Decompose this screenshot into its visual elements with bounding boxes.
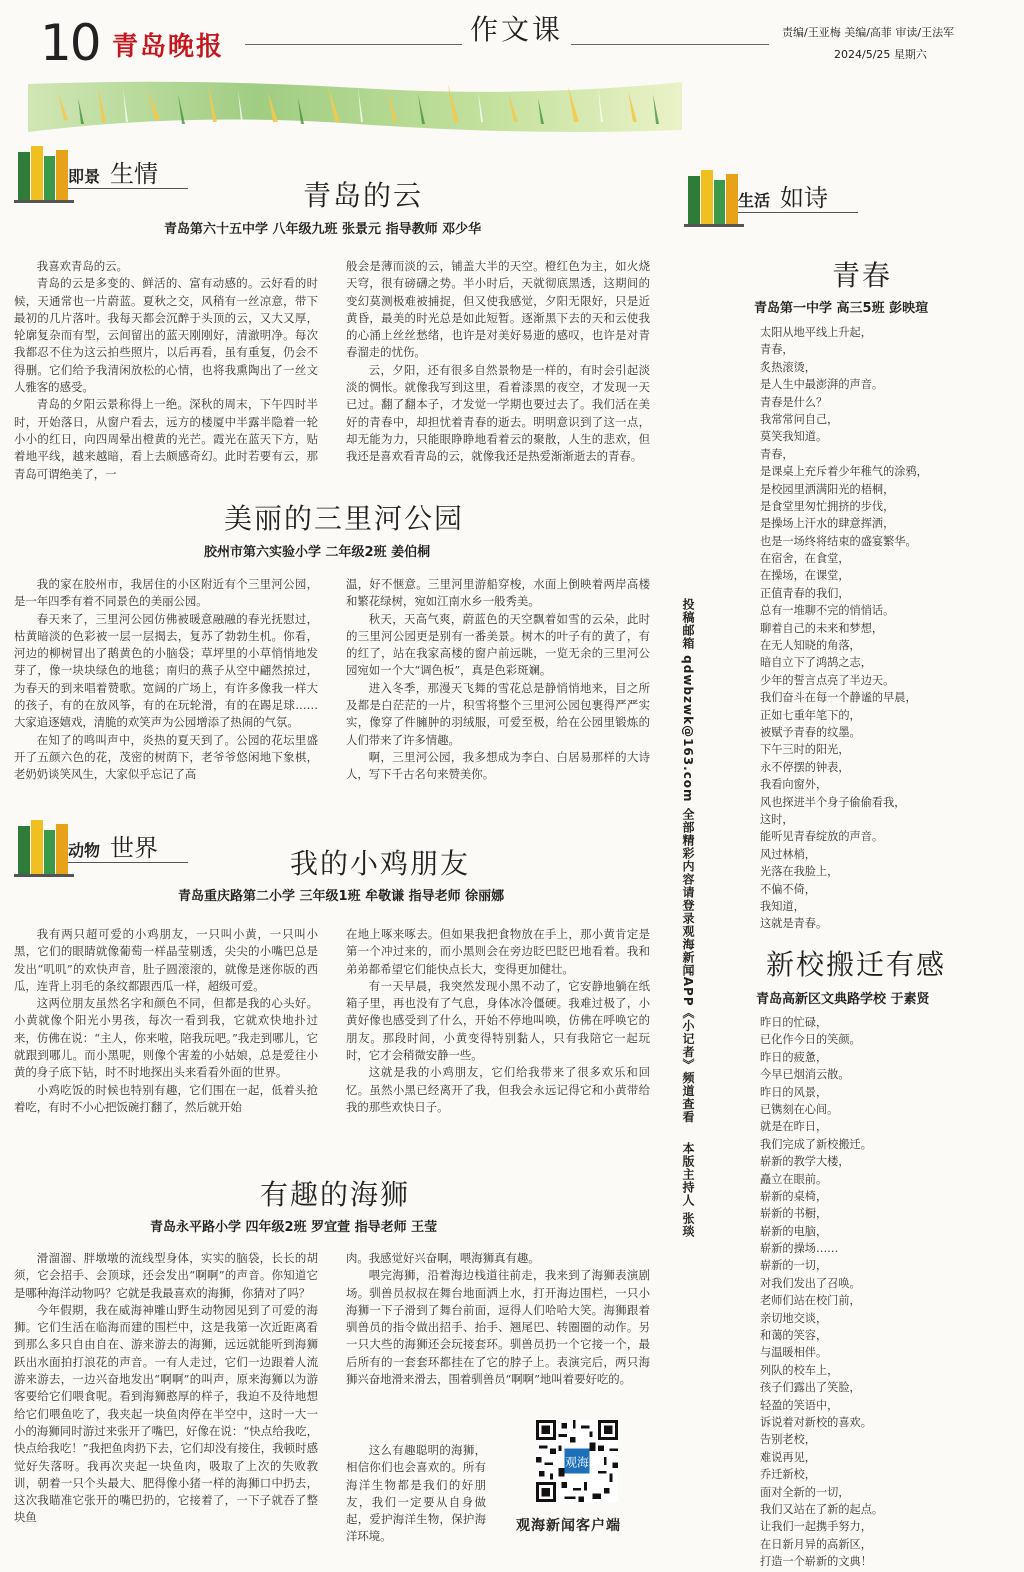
page-number: 10	[40, 14, 100, 72]
article-byline: 青岛第六十五中学 八年级九班 张景元 指导教师 邓少华	[164, 222, 482, 237]
qr-center-label: 观海	[565, 1455, 589, 1470]
poem-line: 昨日的疲惫，	[760, 1050, 828, 1064]
poem-line: 是校园里洒满阳光的梧桐，	[760, 482, 895, 496]
poem-line: 昨日的忙碌，	[760, 1016, 828, 1029]
article-body-col1	[14, 1250, 318, 1568]
poem-line: 被赋予青春的纹墨。	[760, 725, 861, 739]
article-body-col1	[14, 576, 318, 802]
paragraph: 喂完海狮，沿着海边栈道往前走，我来到了海狮表演剧场。驯兽员叔叔在舞台地面洒上水，打开海边围栏，一只小海狮一下子滑到了舞台前面，逗得人们哈哈大笑。海狮跟着驯兽员的指令做出招手、抬手、翘尾巴、转圈圈的动作。另一只大些的海狮还会玩接套环。驯兽员扔一个它接一个，最后所有的一套套环都挂在了它的脖子上。表演完后，两只海狮兴奋地滑来滑去，围着驯兽员“啊啊”地叫着要好吃的。	[346, 1268, 650, 1387]
poem-line: 永不停摆的钟表，	[760, 760, 850, 774]
paragraph: 今年假期，我在威海神雕山野生动物园见到了可爱的海狮。它们生活在临海而建的围栏中，这是我第一次近距离看到那么多只自由自在、游来游去的海狮，远远就能听到海狮跃出水面拍打浪花的声音。一有人走过，它们一边跟着人流游来游去，一边兴奋地发出“啊啊”的叫声，原来海狮以为游客要给它们喂食呢。看到海狮憨厚的样子，我迫不及待地想给它们喂鱼吃了，我夹起一块鱼肉停在半空中，这时一大一小的海狮同时游过来张开了嘴巴，好像在说：“快点给我吃，快点给我吃！”我把鱼肉扔下去，它们却没有接住，我顿时感觉好失落呀。我再次夹起一块鱼肉，吸取了上次的失败教训，朝着一只个头最大、肥得像小猪一样的海狮口中扔去，这次我瞄准它张开的嘴巴扔的，它接着了，一下子就吞了整块鱼	[14, 1302, 318, 1525]
section-underline	[68, 188, 188, 189]
poem-line: 也是一场终将结束的盛宴繁华。	[760, 534, 917, 548]
issue-date: 2024/5/25 星期六	[834, 48, 927, 61]
paragraph: 这就是我的小鸡朋友，它们给我带来了很多欢乐和回忆。虽然小黑已经离开了我，但我会永远记得它和小黄带给我的那些欢快日子。	[346, 1065, 650, 1114]
poem-line: 青春，	[760, 447, 794, 461]
poem-line: 就是在昨日，	[760, 1120, 828, 1134]
editor-credits: 责编/王亚梅 美编/高菲 审读/王法军	[782, 26, 955, 39]
section-underline	[738, 212, 858, 213]
section-label-b: 生情	[110, 160, 158, 188]
poem-line: 炙热滚烫，	[760, 360, 816, 374]
poem-line: 是操场上汗水的肆意挥洒，	[760, 517, 895, 531]
section-badge-shenghuo	[684, 166, 864, 236]
poem-line: 暗自立下了鸿鹄之志，	[760, 656, 872, 670]
paragraph: 温，好不惬意。三里河里游船穿梭，水面上倒映着两岸高楼和繁花绿树，宛如江南水乡一般秀美。	[346, 577, 650, 609]
article-byline: 胶州市第六实验小学 二年级2班 姜伯桐	[204, 545, 431, 560]
poem-line: 总有一堆聊不完的悄悄话。	[760, 604, 895, 618]
paragraph: 进入冬季，那漫天飞舞的雪花总是静悄悄地来，目之所及都是白茫茫的一片，积雪将整个三里河公园包裹得严严实实，像穿了件臃肿的羽绒服，可爱至极，给在公园里锻炼的人们带来了许多情趣。	[346, 680, 650, 747]
poem-line: 在操场，在课堂，	[760, 569, 850, 583]
section-label-a: 生活	[738, 191, 771, 210]
poem-line: 是课桌上充斥着少年稚气的涂鸦，	[760, 465, 928, 479]
poem-line: 与温暖相伴。	[760, 1346, 828, 1360]
newspaper-masthead: 青岛晚报	[112, 32, 225, 62]
poem-title: 青春	[832, 259, 893, 292]
poem-line: 这时，	[760, 812, 794, 826]
paragraph: 我有两只超可爱的小鸡朋友，一只叫小黄，一只叫小黑，它们的眼睛就像葡萄一样晶莹剔透，尖尖的小嘴巴总是发出“叽叽”的欢快声音，肚子圆滚滚的，就像是迷你版的西瓜，连背上羽毛的条纹都跟西瓜一样，超级可爱。	[14, 927, 318, 993]
poem-line: 我知道，	[760, 899, 805, 913]
poem-line: 正值青春的我们，	[760, 586, 850, 600]
article-title: 美丽的三里河公园	[224, 502, 465, 535]
paragraph: 我喜欢青岛的云。	[36, 259, 128, 273]
article-body-col3	[346, 1442, 486, 1566]
poem-line: 光落在我脸上，	[760, 865, 839, 879]
article-body-col2	[346, 926, 650, 1152]
poem-line: 我们完成了新校搬迁。	[760, 1137, 872, 1151]
poem-line: 我常常问自己，	[760, 412, 839, 426]
paragraph: 春天来了，三里河公园仿佛被暖意融融的春光抚慰过，枯黄暗淡的色彩被一层一层揭去，复苏了勃勃生机。你看，河边的柳树冒出了鹅黄色的小脑袋；草坪里的小草悄悄地发芽了，像一块块绿色的地毯；南归的燕子从空中翩然掠过，为春天的到来唱着赞歌。宽阔的广场上，有许多像我一样大的孩子，有的在放风筝，有的在玩轮滑，有的在踢足球……大家追逐嬉戏，清脆的欢笑声为公园增添了热闹的气氛。	[14, 611, 318, 730]
poem-line: 列队的校车上，	[760, 1363, 839, 1377]
poem-line: 青春是什么？	[760, 395, 828, 409]
section-label-a: 动物	[68, 841, 101, 860]
article-body-col1	[14, 258, 318, 483]
section-label-a: 即景	[68, 167, 101, 186]
paragraph: 在地上啄来啄去。但如果我把食物放在手上，那小黄肯定是第一个冲过来的，而小黑则会在旁边眨巴眨巴地看着。我和弟弟都希望它们能快点长大，变得更加健壮。	[346, 927, 650, 976]
poem-line: 崭新的操场……	[760, 1242, 839, 1256]
paragraph: 这么有趣聪明的海狮，相信你们也会喜欢的。所有海洋生物都是我们的好朋友，我们一定要从自身做起，爱护海洋生物，保护海洋环境。	[346, 1443, 486, 1544]
poem-line: 已镌刻在心间。	[760, 1102, 839, 1116]
poem-line: 这就是青春。	[760, 917, 828, 931]
poem-line: 难说再见，	[760, 1450, 816, 1464]
poem-line: 风也探进半个身子偷偷看我，	[760, 795, 906, 809]
poem-line: 是食堂里匆忙拥挤的步伐，	[760, 499, 895, 513]
poem-line: 太阳从地平线上升起，	[760, 326, 872, 339]
poem-line: 莫笑我知道。	[760, 430, 828, 444]
submission-info: 投稿邮箱 qdwbzwk@163.com 全部精彩内容请登录观海新闻APP《小记者》频道查看	[681, 598, 695, 1124]
section-title: 作文课	[462, 8, 571, 48]
poem-byline: 青岛高新区文典路学校 于素贤	[756, 992, 930, 1007]
poem-line: 崭新的教学大楼，	[760, 1155, 850, 1169]
poem-line: 能听见青春绽放的声音。	[760, 830, 884, 844]
books-icon	[684, 166, 744, 228]
books-icon	[14, 142, 74, 204]
paragraph: 秋天，天高气爽，蔚蓝色的天空飘着如雪的云朵，此时的三里河公园更是别有一番美景。树木的叶子有的黄了，有的红了，站在我家高楼的窗户前远眺，一览无余的三里河公园宛如一个大“调色板”，真是色彩斑斓。	[346, 611, 650, 678]
poem-line: 下午三时的阳光，	[760, 743, 850, 757]
poem-line: 聊着自己的未来和梦想，	[760, 621, 884, 635]
poem-line: 老师们站在校门前，	[760, 1294, 861, 1308]
paragraph: 肉。我感觉好兴奋啊，喂海狮真有趣。	[346, 1251, 540, 1265]
poem-line: 风过林梢，	[760, 847, 816, 861]
qr-caption: 观海新闻客户端	[516, 1518, 621, 1534]
poem-line: 乔迁新校，	[760, 1468, 816, 1482]
poem-line: 在无人知晓的角落，	[760, 639, 861, 653]
paragraph: 啊，三里河公园，我多想成为李白、白居易那样的大诗人，写下千古名句来赞美你。	[346, 749, 650, 782]
poem-line: 崭新的电脑，	[760, 1224, 828, 1238]
article-title: 我的小鸡朋友	[290, 847, 471, 880]
books-icon	[14, 816, 74, 878]
qr-code-icon	[536, 1420, 618, 1502]
poem-byline: 青岛第一中学 高三5班 彭映瑄	[754, 301, 929, 316]
poem-line: 面对全新的一切，	[760, 1485, 850, 1499]
poem-body	[760, 324, 1000, 933]
poem-line: 我们又站在了新的起点。	[760, 1502, 884, 1516]
poem-line: 在宿舍，在食堂，	[760, 552, 850, 566]
poem-line: 孩子们露出了笑脸，	[760, 1381, 861, 1395]
section-badge-dongwu	[14, 816, 194, 886]
poem-line: 昨日的风景，	[760, 1085, 828, 1099]
paragraph: 滑溜溜、胖墩墩的流线型身体，实实的脑袋，长长的胡须，它会招手、会顶球，还会发出“啊啊”的声音。你知道它是哪种海洋动物吗？它就是我最喜欢的海狮，你猜对了吗？	[14, 1251, 318, 1300]
poem-line: 打造一个崭新的文典！	[760, 1555, 872, 1569]
section-badge-jijing	[14, 142, 194, 212]
section-label-b: 如诗	[780, 184, 828, 212]
article-body-col2	[346, 1250, 650, 1440]
article-byline: 青岛永平路小学 四年级2班 罗宜萱 指导老师 王莹	[150, 1220, 438, 1235]
section-label-b: 世界	[110, 834, 158, 862]
article-body-col2	[346, 258, 650, 483]
poem-line: 和蔼的笑容，	[760, 1329, 828, 1343]
poem-line: 正如七重年笔下的，	[760, 708, 861, 722]
paragraph: 这两位朋友虽然名字和颜色不同，但都是我的心头好。小黄就像个阳光小男孩，每次一看到我，它就欢快地扑过来，仿佛在说：“主人，你来啦，陪我玩吧。”我走到哪儿，它就跟到哪儿。而小黑呢，则像个害羞的小姑娘，总是爱往小黄的身子底下钻，时不时地探出头来看看外面的世界。	[14, 996, 318, 1080]
poem-title: 新校搬迁有感	[766, 948, 947, 981]
decorative-banner	[28, 78, 682, 134]
article-body-col2	[346, 576, 650, 802]
poem-line: 青春，	[760, 343, 794, 357]
poem-line: 轻盈的笑语中，	[760, 1398, 839, 1412]
poem-line: 在日新月异的高新区，	[760, 1537, 872, 1551]
poem-body	[760, 1014, 1000, 1571]
poem-line: 崭新的书橱，	[760, 1207, 828, 1221]
poem-line: 已化作今日的笑颜。	[760, 1033, 861, 1047]
article-title: 青岛的云	[303, 179, 424, 212]
article-title: 有趣的海狮	[260, 1178, 411, 1211]
poem-line: 告别老校，	[760, 1433, 816, 1447]
paragraph: 云，夕阳，还有很多自然景物是一样的，有时会引起淡淡的惆怅。就像我写到这里，看着漆黑的夜空，才发现一天已过。翻了翻本子，才发觉一学期也要过去了。我们活在美好的青春中，却担忧着青春的逝去。明明意识到了这一点，却无能为力，只能眼睁睁地看着云的聚散，人生的悲欢，但我还是喜欢看青岛的云，就像我还是热爱渐渐逝去的青春。	[346, 362, 650, 464]
poem-line: 我们奋斗在每一个静谧的早晨，	[760, 691, 917, 705]
poem-line: 对我们发出了召唤。	[760, 1276, 861, 1290]
poem-line: 崭新的桌椅，	[760, 1189, 828, 1203]
poem-line: 少年的誓言点亮了半边天。	[760, 673, 895, 687]
poem-line: 不偏不倚，	[760, 882, 816, 896]
poem-line: 崭新的一切，	[760, 1259, 828, 1273]
article-body-col1	[14, 926, 318, 1152]
poem-line: 矗立在眼前。	[760, 1172, 828, 1186]
host-credit: 本版主持人 张琰	[681, 1142, 695, 1239]
paragraph: 我的家在胶州市，我居住的小区附近有个三里河公园，是一年四季有着不同景色的美丽公园。	[14, 577, 318, 609]
section-underline	[68, 862, 188, 863]
poem-line: 今早已烟消云散。	[760, 1068, 850, 1082]
poem-line: 是人生中最澎湃的声音。	[760, 378, 884, 392]
poem-line: 我看向窗外，	[760, 778, 828, 792]
paragraph: 青岛的夕阳云景称得上一绝。深秋的周末，下午四时半时，开始落日，从窗户看去，远方的楼厦中半露半隐着一轮小小的红日，向四周晕出橙黄的光芒。霞光在蓝天下方，贴着地平线，越来越暗，看上去颇感奇幻。此时若要有云，那青岛可谓绝美了，一	[14, 397, 318, 481]
paragraph: 般会是薄而淡的云，铺盖大半的天空。橙红色为主，如火烧天穹，很有磅礴之势。半小时后，天就彻底黑透，这期间的变幻莫测极难被捕捉，但又使我感觉，夕阳无限好，只是近黄昏，最美的时光总是如此短暂。逐渐黑下去的天和云使我的心涌上丝丝愁绪，也许是对美好易逝的感叹，也许是对青春溜走的忧伤。	[346, 259, 650, 360]
paragraph: 有一天早晨，我突然发现小黑不动了，它安静地躺在纸箱子里，再也没有了气息，身体冰冷僵硬。我难过极了，小黄好像也感受到了什么，开始不停地叫唤，仿佛在呼唤它的朋友。那段时间，小黄变得特别黏人，只有我陪它一起玩时，它才会稍微安静一些。	[346, 978, 650, 1063]
poem-line: 诉说着对新校的喜欢。	[760, 1415, 872, 1429]
poem-line: 让我们一起携手努力，	[760, 1520, 872, 1534]
paragraph: 小鸡吃饭的时候也特别有趣，它们围在一起，低着头抢着吃，有时不小心把饭碗打翻了，然后就开始	[14, 1082, 318, 1114]
article-byline: 青岛重庆路第二小学 三年级1班 牟敬谦 指导老师 徐丽娜	[178, 889, 505, 904]
paragraph: 青岛的云是多变的、鲜活的、富有动感的。云好看的时候，天通常也一片蔚蓝。夏秋之交，风稍有一丝凉意，带下最初的几片落叶。我每天都会沉醉于头顶的云，又大又厚，轮廓复杂而有型，云间留出的蓝天刚刚好，清澈明净。每次我都忍不住为这云拍些照片，以后再看，虽有重复，仍会不得删。它们给予我清闲放松的心情，也将我熏陶出了一丝文人雅客的感受。	[14, 276, 318, 395]
poem-line: 亲切地交谈，	[760, 1311, 828, 1325]
paragraph: 在知了的鸣叫声中，炎热的夏天到了。公园的花坛里盛开了五颜六色的花，茂密的树荫下，老爷爷悠闲地下象棋，老奶奶谈笑风生，大家似乎忘记了高	[14, 732, 318, 782]
